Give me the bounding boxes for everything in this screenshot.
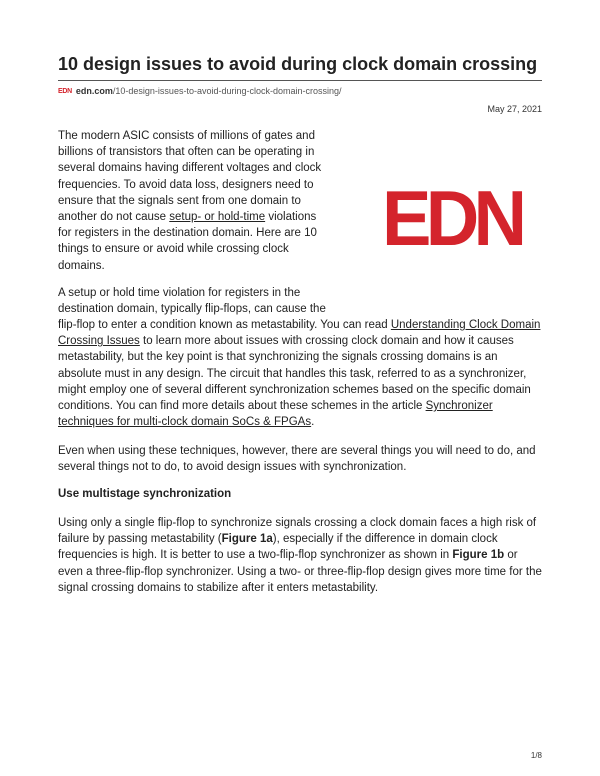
source-line bbox=[58, 86, 342, 96]
page-number: 1/8 bbox=[530, 751, 542, 760]
paragraph-2 bbox=[58, 317, 542, 430]
para4-text-1: Using only a single flip-flop to synchronize signals crossing a clock domain faces a high risk of failure by passing metastability ( bbox=[58, 517, 537, 546]
para2-text-2: to learn more about issues with crossing clock domain and how it causes metastability, but the key point is that synchronizing the signals crossing domains is an absolute must in any design. The circuit that handles this task, referred to as a synchronizer, might employ one of several different synchronization schemes based on the specific domain conditions. You can find more details about these schemes in the article bbox=[58, 335, 531, 413]
para2-line1: A setup or hold time violation for registers in the bbox=[58, 287, 301, 299]
intro-text-1: The modern ASIC consists of millions of gates and billions of transistors that often can be operating in several domains having different voltages and clock frequencies. To avoid data loss, designers need to ensure that the signals sent from one domain to another do not cause bbox=[58, 130, 322, 224]
paragraph-3: Even when using these techniques, however, there are several things you will need to do, and several things not to do, to avoid design issues with synchronization. bbox=[58, 445, 536, 474]
source-path[interactable]: /10-design-issues-to-avoid-during-clock-domain-crossing/ bbox=[112, 86, 342, 96]
source-domain[interactable]: edn.com bbox=[75, 86, 113, 96]
edn-mini-logo: EDN bbox=[58, 87, 72, 95]
paragraph-4 bbox=[58, 515, 542, 596]
para4-text-3: or even a three-flip-flop synchronizer. Using a two- or three-flip-flop design gives more time for the signal crossing domains to stabilize after it enters metastability. bbox=[58, 549, 542, 594]
synchronizer-techniques-link[interactable]: Synchronizer techniques for multi-clock domain SoCs & FPGAs bbox=[58, 400, 493, 429]
paragraph-2-lead bbox=[58, 285, 326, 317]
para2-text-1: flip-flop to enter a condition known as metastability. You can read bbox=[58, 319, 391, 331]
edn-logo: EDN bbox=[382, 174, 522, 262]
para2-text-3: . bbox=[311, 416, 315, 429]
figure-1b-ref: Figure 1b bbox=[452, 549, 505, 562]
para2-line2: destination domain, typically flip-flops, can cause the bbox=[58, 303, 326, 316]
page-title: 10 design issues to avoid during clock domain crossing bbox=[58, 54, 538, 74]
title-divider bbox=[58, 80, 542, 81]
section-heading-multistage: Use multistage synchronization bbox=[58, 488, 232, 500]
understanding-cdc-link[interactable]: Understanding Clock Domain Crossing Issues bbox=[58, 319, 541, 348]
publish-date: May 27, 2021 bbox=[487, 104, 542, 114]
setup-hold-time-link[interactable]: setup- or hold-time bbox=[169, 211, 266, 224]
intro-paragraph bbox=[58, 128, 326, 274]
intro-text-2: violations for registers in the destination domain. Here are 10 things to ensure or avoid while crossing clock domains. bbox=[58, 211, 317, 272]
figure-1a-ref: Figure 1a bbox=[221, 533, 273, 546]
para4-text-2: ), especially if the difference in domain clock frequencies is high. It is better to use a two-flip-flop synchronizer as shown in bbox=[58, 533, 498, 562]
